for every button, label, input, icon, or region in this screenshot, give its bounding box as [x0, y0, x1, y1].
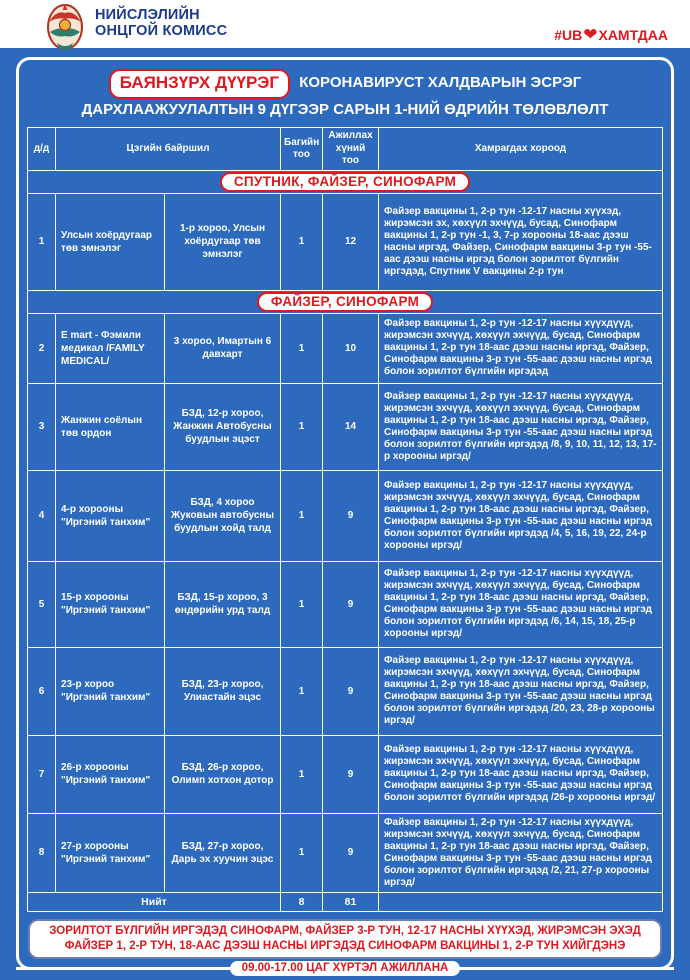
khoroo-coverage: Файзер вакцины 1, 2-р тун -12-17 насны хүүхдүүд, жирэмсэн эхчүүд, хөхүүл эхчүүд, бусад, Синофарм вакцины 1, 2-р тун 18-аас дээш насны иргэд, Файзер, Синофарм вакцины 3-р тун -55-аас дээш насны иргэд болон зорилтот бүлгийн иргэдэд /26-р хорооны иргэд/: [379, 735, 663, 813]
khoroo-coverage: Файзер вакцины 1, 2-р тун -12-17 насны хүүхдүүд, жирэмсэн эхчүүд, хөхүүл эхчүүд, бусад, Синофарм вакцины 1, 2-р тун 18-аас дээш насны иргэд, Файзер, Синофарм вакцины 3-р тун -55-аас дээш насны иргэд болон зорилтот бүлгийн иргэдэд /4, 5, 16, 19, 22, 24-р хорооны иргэд/: [379, 470, 663, 561]
total-row: [28, 892, 663, 911]
header-bar: [0, 0, 690, 48]
working-hours-band: [16, 958, 674, 980]
table-row: [28, 383, 663, 470]
site-address: БЗД, 4 хороо Жуковын автобусны буудлын хойд талд: [165, 470, 281, 561]
table-row: [28, 193, 663, 290]
heart-icon: ❤: [583, 25, 598, 44]
section-row: [28, 290, 663, 313]
site-name: 26-р хорооны "Иргэний танхим": [56, 735, 165, 813]
team-count: 1: [281, 647, 323, 735]
site-address: БЗД, 15-р хороо, 3 өндөрийн урд талд: [165, 561, 281, 647]
site-name: Улсын хоёрдугаар төв эмнэлэг: [56, 193, 165, 290]
target-group-note: ЗОРИЛТОТ БҮЛГИЙН ИРГЭДЭД СИНОФАРМ, ФАЙЗЕР 3-Р ТУН, 12-17 НАСНЫ ХҮҮХЭД, ЖИРЭМСЭН ЭХЭД ФАЙЗЕР 1, 2-Р ТУН, 18-ААС ДЭЭШ НАСНЫ ИРГЭДЭД СИНОФАРМ ВАКЦИНЫ 1, 2-Р ТУН ХИЙГДЭНЭ: [28, 919, 662, 959]
row-num: 4: [28, 470, 56, 561]
worker-count: 9: [323, 735, 379, 813]
table-header-row: [28, 128, 663, 171]
site-address: БЗД, 12-р хороо, Жанжин Автобусны буудлын эцэст: [165, 383, 281, 470]
worker-count: 9: [323, 647, 379, 735]
row-num: 8: [28, 813, 56, 892]
row-num: 7: [28, 735, 56, 813]
khoroo-coverage: Файзер вакцины 1, 2-р тун -12-17 насны хүүхдүүд, жирэмсэн эхчүүд, хөхүүл эхчүүд, бусад, Синофарм вакцины 1, 2-р тун 18-аас дээш насны иргэд, Файзер, Синофарм вакцины 3-р тун -55-аас дээш насны иргэд болон зорилтот бүлгийн иргэдэд: [379, 313, 663, 383]
table-row: [28, 735, 663, 813]
total-label: Нийт: [28, 892, 281, 911]
khoroo-coverage: Файзер вакцины 1, 2-р тун -12-17 насны хүүхэд, жирэмсэн эх, хөхүүл эхчүүд, бусад, Синофарм вакцины 1, 2-р тун -1, 3, 7-р хорооны 18-аас дээш насны иргэд, Файзер, Синофарм вакцины 3-р тун -55-аас дээш насны иргэд болон зорилтот бүлгийн иргэдэд, Спутник V вакцины 2-р тун: [379, 193, 663, 290]
khoroo-coverage: Файзер вакцины 1, 2-р тун -12-17 насны хүүхдүүд, жирэмсэн эхчүүд, хөхүүл эхчүүд, бусад, Синофарм вакцины 1, 2-р тун 18-аас дээш насны иргэд, Файзер, Синофарм вакцины 3-р тун -55-аас дээш насны иргэд болон зорилтот бүлгийн иргэдэд /8, 9, 10, 11, 12, 13, 17-р хорооны иргэд/: [379, 383, 663, 470]
khoroo-coverage: Файзер вакцины 1, 2-р тун -12-17 насны хүүхдүүд, жирэмсэн эхчүүд, хөхүүл эхчүүд, бусад, Синофарм вакцины 1, 2-р тун 18-аас дээш насны иргэд, Файзер, Синофарм вакцины 3-р тун -55-аас дээш насны иргэд болон зорилтот бүлгийн иргэдэд /20, 23, 28-р хорооны иргэд/: [379, 647, 663, 735]
row-num: 2: [28, 313, 56, 383]
khoroo-coverage: Файзер вакцины 1, 2-р тун -12-17 насны хүүхдүүд, жирэмсэн эхчүүд, хөхүүл эхчүүд, бусад, Синофарм вакцины 1, 2-р тун 18-аас дээш насны иргэд, Файзер, Синофарм вакцины 3-р тун -55-аас дээш насны иргэд болон зорилтот бүлгийн иргэдэд /2, 21, 27-р хорооны иргэд/: [379, 813, 663, 892]
team-count: 1: [281, 735, 323, 813]
team-count: 1: [281, 193, 323, 290]
table-row: [28, 313, 663, 383]
emblem-logo: [44, 2, 86, 52]
district-badge: БАЯНЗҮРХ ДҮҮРЭГ: [109, 69, 290, 99]
table-row: [28, 470, 663, 561]
org-name: [95, 8, 227, 39]
worker-count: 14: [323, 383, 379, 470]
hashtag: [554, 26, 668, 43]
section-cell: [28, 290, 663, 313]
org-name-line2: ОНЦГОЙ КОМИСС: [95, 23, 228, 39]
col-header-location: Цэгийн байршил: [56, 128, 281, 171]
site-name: E mart - Фэмили медикал /FAMILY MEDICAL/: [56, 313, 165, 383]
total-khoroos-empty: [379, 892, 663, 911]
table-row: [28, 647, 663, 735]
page-title: [27, 69, 663, 120]
worker-count: 10: [323, 313, 379, 383]
site-name: Жанжин соёлын төв ордон: [56, 383, 165, 470]
col-header-khoroos: Хамрагдах хороод: [379, 128, 663, 171]
worker-count: 9: [323, 813, 379, 892]
section-cell: [28, 170, 663, 193]
site-address: БЗД, 26-р хороо, Олимп хотхон дотор: [165, 735, 281, 813]
table-row: [28, 561, 663, 647]
site-name: 4-р хорооны "Иргэний танхим": [56, 470, 165, 561]
site-name: 15-р хорооны "Иргэний танхим": [56, 561, 165, 647]
row-num: 1: [28, 193, 56, 290]
site-address: БЗД, 23-р хороо, Улиастайн эцэс: [165, 647, 281, 735]
col-header-num: д/д: [28, 128, 56, 171]
site-address: 3 хороо, Имартын 6 давхарт: [165, 313, 281, 383]
worker-count: 12: [323, 193, 379, 290]
title-line1: КОРОНАВИРУСТ ХАЛДВАРЫН ЭСРЭГ: [299, 74, 582, 91]
team-count: 1: [281, 561, 323, 647]
col-header-teams: Багийн тоо: [281, 128, 323, 171]
worker-count: 9: [323, 561, 379, 647]
site-address: БЗД, 27-р хороо, Дарь эх хуучин эцэс: [165, 813, 281, 892]
team-count: 1: [281, 313, 323, 383]
col-header-workers: Ажиллах хүний тоо: [323, 128, 379, 171]
title-line2: ДАРХЛААЖУУЛАЛТЫН 9 ДҮГЭЭР САРЫН 1-НИЙ ӨДРИЙН ТӨЛӨВЛӨЛТ: [81, 100, 609, 118]
total-workers: 81: [323, 892, 379, 911]
row-num: 6: [28, 647, 56, 735]
site-name: 23-р хороо "Иргэний танхим": [56, 647, 165, 735]
team-count: 1: [281, 813, 323, 892]
row-num: 5: [28, 561, 56, 647]
section-label-sputnik-pfizer-sinopharm: СПУТНИК, ФАЙЗЕР, СИНОФАРМ: [220, 172, 470, 192]
site-address: 1-р хороо, Улсын хоёрдугаар төв эмнэлэг: [165, 193, 281, 290]
table-row: [28, 813, 663, 892]
team-count: 1: [281, 470, 323, 561]
hashtag-suffix: ХАМТДАА: [598, 26, 668, 43]
working-hours: 09.00-17.00 ЦАГ ХҮРТЭЛ АЖИЛЛАНА: [230, 961, 461, 976]
total-teams: 8: [281, 892, 323, 911]
site-name: 27-р хорооны "Иргэний танхим": [56, 813, 165, 892]
org-name-line1: НИЙСЛЭЛИЙН: [95, 7, 200, 24]
hashtag-prefix: #UB: [554, 26, 583, 43]
khoroo-coverage: Файзер вакцины 1, 2-р тун -12-17 насны хүүхдүүд, жирэмсэн эхчүүд, хөхүүл эхчүүд, бусад, Синофарм вакцины 1, 2-р тун 18-аас дээш насны иргэд, Файзер, Синофарм вакцины 3-р тун -55-аас дээш насны иргэд болон зорилтот бүлгийн иргэдэд /6, 14, 15, 18, 25-р хорооны иргэд/: [379, 561, 663, 647]
row-num: 3: [28, 383, 56, 470]
section-row: [28, 170, 663, 193]
worker-count: 9: [323, 470, 379, 561]
section-label-pfizer-sinopharm: ФАЙЗЕР, СИНОФАРМ: [257, 292, 433, 312]
team-count: 1: [281, 383, 323, 470]
vaccination-plan-table: [27, 127, 663, 912]
content-panel: [16, 57, 674, 970]
